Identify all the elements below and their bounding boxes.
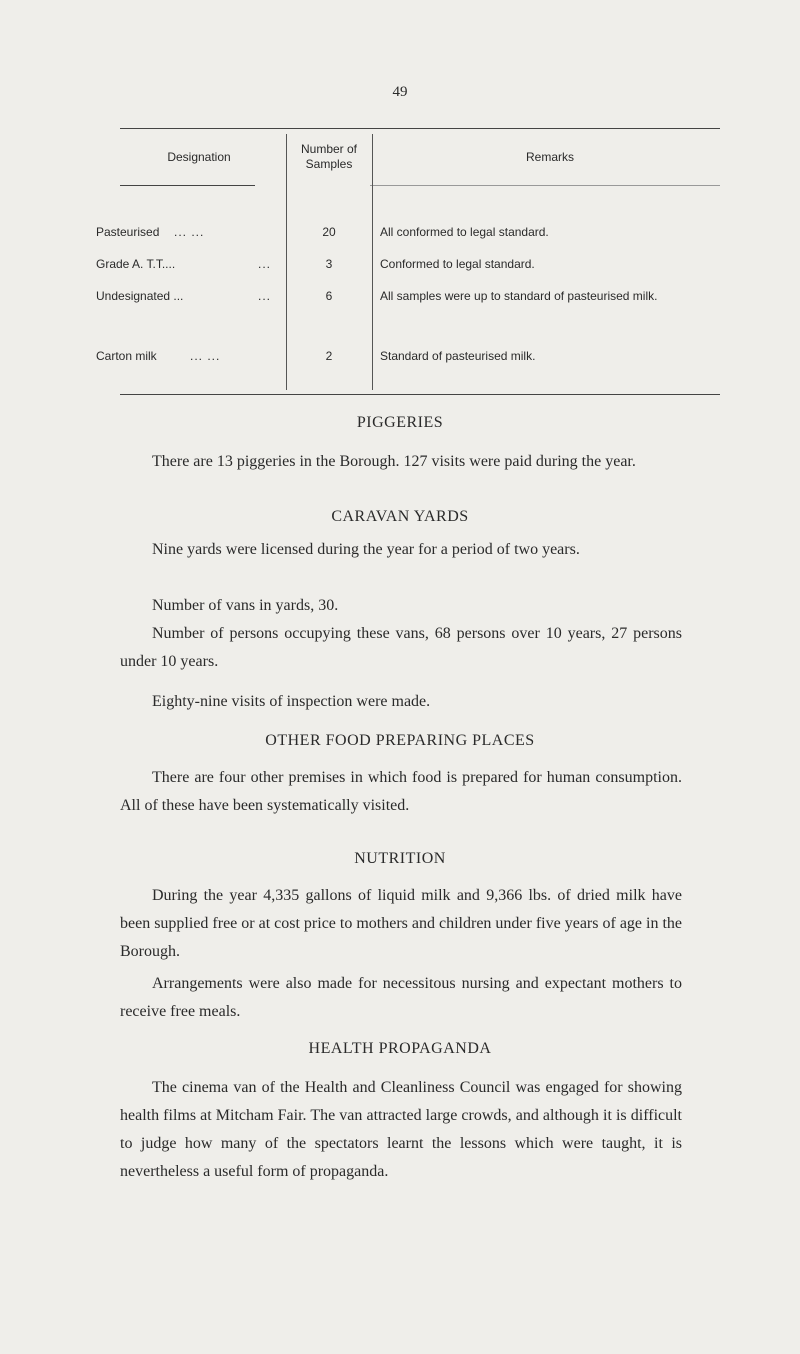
row-2-samples: 3 — [325, 257, 333, 271]
row-3-designation: Undesignated ... — [96, 289, 184, 303]
heading-health-propaganda: HEALTH PROPAGANDA — [308, 1040, 492, 1057]
row-2-dots: ... — [258, 257, 272, 271]
header-remarks: Remarks — [525, 150, 574, 164]
header-designation: Designation — [167, 150, 231, 164]
row-1-samples: 20 — [322, 225, 336, 239]
row-1-dots: ... ... — [174, 225, 205, 239]
row-1-designation: Pasteurised — [96, 225, 160, 239]
row-4-designation: Carton milk — [96, 349, 157, 363]
row-4-dots: ... ... — [190, 349, 221, 363]
row-3-samples: 6 — [325, 289, 333, 303]
row-2-remarks: Conformed to legal standard. — [380, 257, 535, 271]
table-bottom-rule — [120, 394, 720, 395]
heading-caravan-yards: CARAVAN YARDS — [331, 508, 469, 525]
page-number: 49 — [392, 84, 408, 100]
paragraph-piggeries: There are 13 piggeries in the Borough. 127 visits were paid during the year. — [152, 453, 636, 470]
heading-piggeries: PIGGERIES — [356, 414, 444, 431]
column-divider-2 — [372, 134, 373, 390]
paragraph-other-food-places: There are four other premises in which food is prepared for human consumption. All of these have been systematically visited. — [120, 769, 682, 814]
heading-other-food-places: OTHER FOOD PREPARING PLACES — [265, 732, 535, 749]
header-underline-remarks — [370, 185, 720, 186]
paragraph-caravan-vans: Number of vans in yards, 30. — [152, 597, 339, 614]
row-3-dots: ... — [258, 289, 272, 303]
paragraph-nutrition-milk: During the year 4,335 gallons of liquid milk and 9,366 lbs. of dried milk have been supplied free or at cost price to mothers and children under five years of age in the Borough. — [120, 887, 683, 960]
header-underline-designation — [120, 185, 255, 186]
paragraph-caravan-licensed: Nine yards were licensed during the year for a period of two years. — [152, 541, 580, 558]
paragraph-caravan-inspections: Eighty-nine visits of inspection were made. — [152, 693, 431, 710]
paragraph-nutrition-meals: Arrangements were also made for necessitous nursing and expectant mothers to receive free meals. — [120, 975, 682, 1020]
header-number-of-samples: Number of Samples — [300, 142, 358, 171]
row-1-remarks: All conformed to legal standard. — [380, 225, 549, 239]
paragraph-caravan-persons: Number of persons occupying these vans, 68 persons over 10 years, 27 persons under 10 years. — [120, 625, 682, 670]
row-3-remarks-text: All samples were up to standard of pasteurised milk. — [380, 289, 658, 303]
table-top-rule — [120, 128, 720, 129]
milk-samples-table — [96, 128, 800, 398]
row-2-designation: Grade A. T.T.... — [96, 257, 176, 271]
paragraph-health-propaganda: The cinema van of the Health and Cleanliness Council was engaged for showing health films at Mitcham Fair. The van attracted large crowds, and although it is difficult to judge how many of the spectators learnt the lessons which were taught, it is nevertheless a useful form of propaganda. — [120, 1079, 682, 1180]
row-3-remarks — [380, 288, 720, 305]
row-4-remarks: Standard of pasteurised milk. — [380, 349, 536, 363]
row-4-samples: 2 — [325, 349, 333, 363]
heading-nutrition: NUTRITION — [354, 850, 446, 867]
